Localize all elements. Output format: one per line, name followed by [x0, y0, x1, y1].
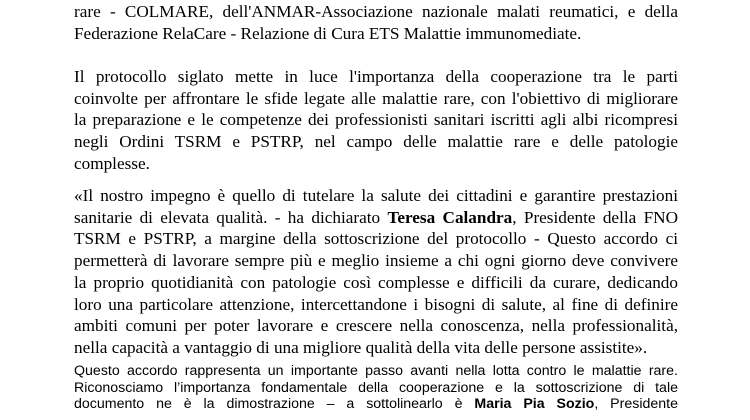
text-line: Federazione RelaCare - Relazione di Cura ETS Malattie immunomediate.: [74, 23, 582, 43]
paragraph-quote-calandra: [74, 185, 678, 359]
text-line: TSRM e PSTRP, a margine della sottoscrizione del protocollo - Questo accordo ci: [74, 229, 678, 249]
text-line: coinvolte per affrontare le sfide legate alle malattie rare, con l'obiettivo di migliorare: [74, 88, 678, 108]
text-line: [74, 396, 678, 413]
text-line: ambiti comuni per poter lavorare e crescere nella conoscenza, nella professionalità,: [74, 316, 678, 336]
paragraph-accordo-sozio: [74, 363, 678, 413]
text-line: «Il nostro impegno è quello di tutelare la salute dei cittadini e garantire prestazioni: [74, 186, 678, 205]
text-line: loro una particolare attenzione, intercettandone i bisogni di salute, al fine di definire: [74, 294, 678, 314]
paragraph-protocol: [74, 66, 678, 175]
text-line: la proprio quotidianità con patologie così complesse e difficili da curare, dedicando: [74, 272, 678, 292]
text-line: nella capacità a vantaggio di una migliore qualità della vita delle persone assistite».: [74, 337, 648, 357]
text-line: [74, 207, 678, 229]
text-run: documento ne è la dimostrazione – a sottolinearlo è: [74, 396, 475, 413]
person-name-calandra: Teresa Calandra: [387, 207, 513, 227]
text-line: Il protocollo siglato mette in luce l'importanza della cooperazione tra le parti: [74, 67, 678, 86]
text-line: Questo accordo rappresenta un importante passo avanti nella lotta contro le malattie rare.: [74, 363, 678, 379]
text-line: permetterà di lavorare sempre più e meglio insieme a chi ogni giorno deve convivere: [74, 251, 678, 271]
person-name-sozio: Maria Pia Sozio: [474, 396, 595, 413]
text-line: negli Ordini TSRM e PSTRP, nel campo delle malattie rare e delle patologie: [74, 132, 678, 152]
text-line: Riconosciamo l’importanza fondamentale della cooperazione e la sottoscrizione di tale: [74, 379, 678, 396]
text-run: , Presidente: [594, 396, 678, 413]
text-run: sanitarie di elevata qualità. - ha dichiarato: [74, 207, 388, 227]
text-line: complesse.: [74, 153, 150, 173]
text-line: la preparazione e le competenze dei professionisti sanitari iscritti agli albi ricompresi: [74, 110, 678, 130]
paragraph-associations: [74, 1, 678, 44]
text-run: , Presidente della FNO: [512, 207, 678, 227]
text-line: rare - COLMARE, dell'ANMAR-Associazione nazionale malati reumatici, e della: [74, 2, 678, 21]
